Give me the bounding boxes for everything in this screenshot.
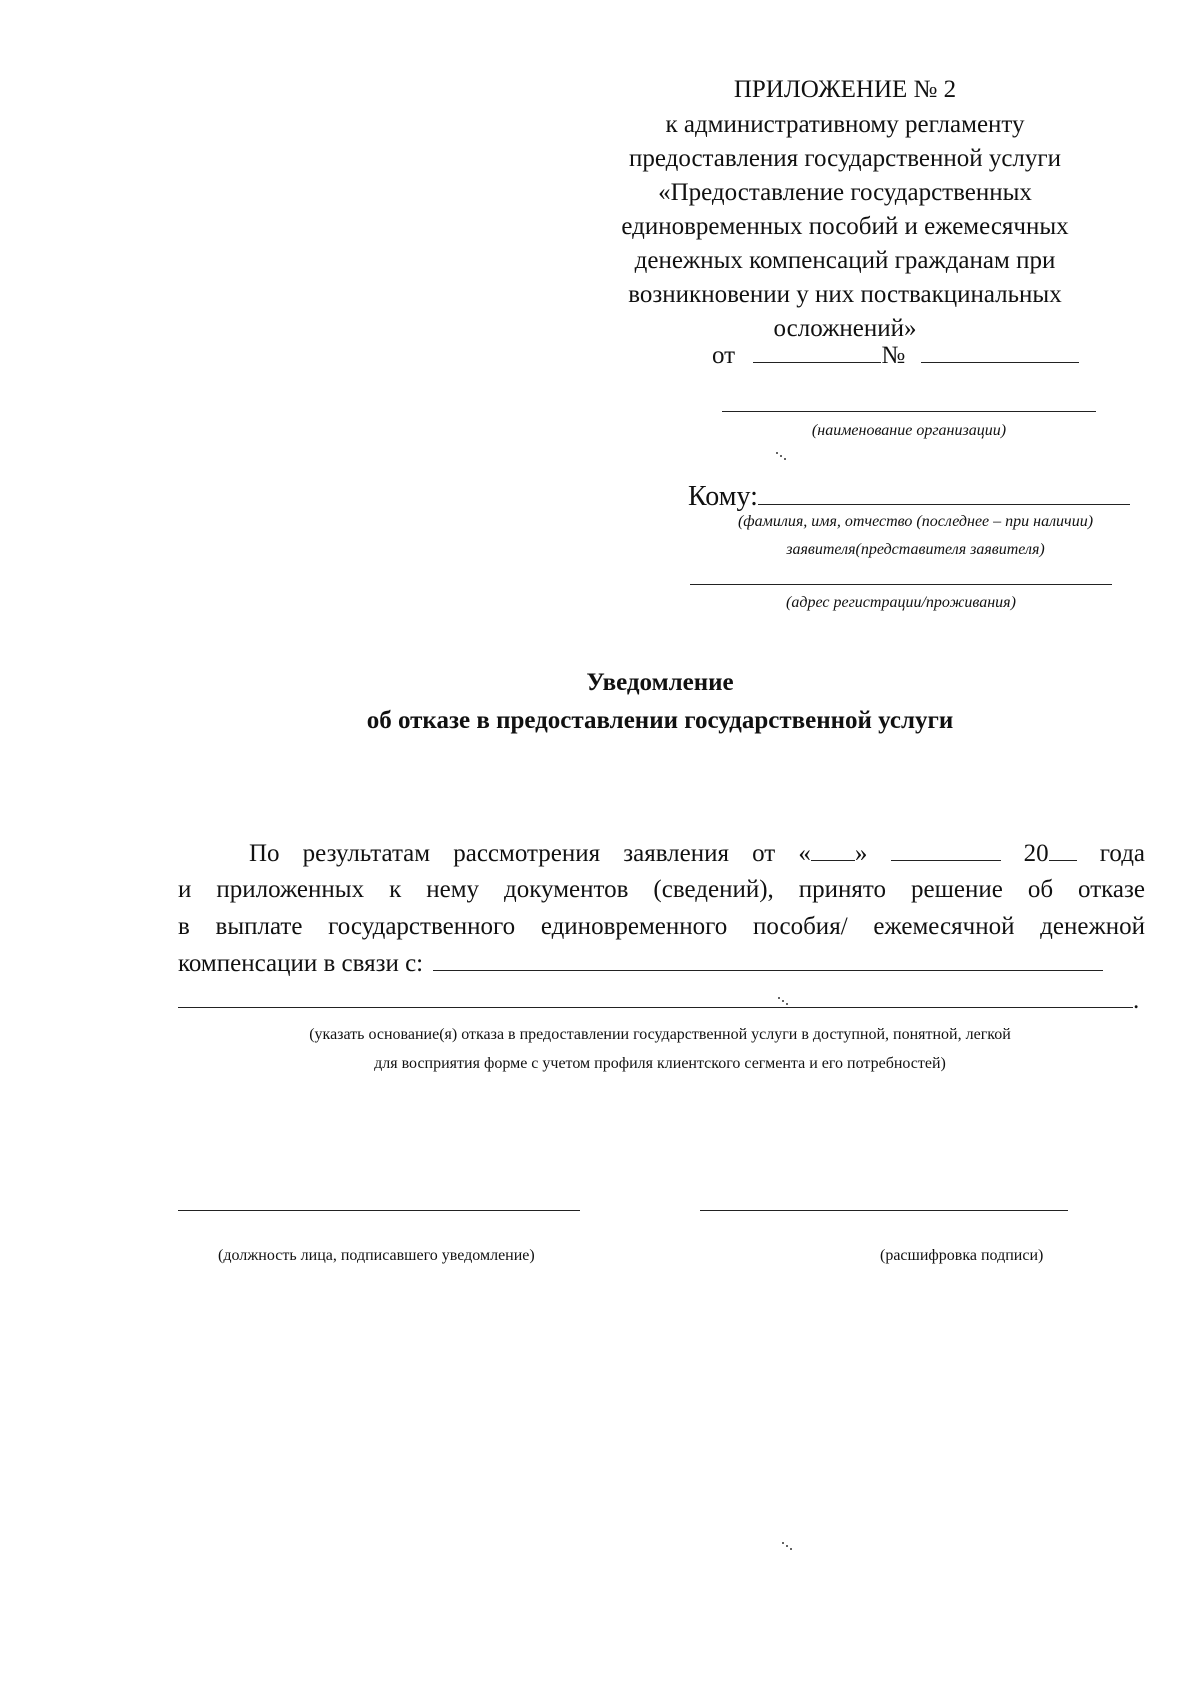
scan-speck bbox=[782, 1542, 792, 1550]
appendix-line-7: возникновении у них поствакцинальных bbox=[628, 281, 1062, 308]
year-word: года bbox=[1099, 840, 1146, 867]
appendix-line-3: предоставления государственной услуги bbox=[628, 145, 1062, 172]
month-field[interactable] bbox=[891, 838, 1001, 861]
recipient-name-note-2: заявителя(представителя заявителя) bbox=[786, 541, 1045, 558]
document-title: Уведомление bbox=[586, 669, 734, 696]
decode-signature-line[interactable] bbox=[700, 1210, 1068, 1211]
quote-close: » bbox=[854, 840, 868, 867]
refusal-reason-field-2[interactable] bbox=[178, 985, 1133, 1008]
appendix-line-5: единовременных пособий и ежемесячных bbox=[621, 213, 1069, 240]
body-line-1 bbox=[249, 838, 1145, 870]
recipient-row bbox=[688, 478, 1130, 513]
final-period: . bbox=[1133, 987, 1140, 1014]
appendix-line-2: к административному регламенту bbox=[665, 111, 1025, 138]
body-line-4 bbox=[178, 948, 1145, 980]
date-field[interactable] bbox=[753, 338, 881, 363]
number-label: № bbox=[881, 342, 906, 369]
document-subtitle: об отказе в предоставлении государственной услуги bbox=[366, 707, 954, 734]
organization-field[interactable] bbox=[722, 411, 1096, 412]
recipient-name-field[interactable] bbox=[758, 478, 1130, 505]
reason-note-2: для восприятия форме с учетом профиля клиентского сегмента и его потребностей) bbox=[374, 1055, 946, 1072]
appendix-title: ПРИЛОЖЕНИЕ № 2 bbox=[733, 76, 957, 103]
position-signature-line[interactable] bbox=[178, 1210, 580, 1211]
number-field[interactable] bbox=[921, 338, 1079, 363]
decode-label: (расшифровка подписи) bbox=[880, 1247, 1044, 1264]
from-label: от bbox=[712, 342, 736, 369]
scan-speck bbox=[778, 997, 788, 1005]
recipient-name-note-1: (фамилия, имя, отчество (последнее – при наличии) bbox=[737, 513, 1094, 530]
reason-note-1: (указать основание(я) отказа в предоставлении государственной услуги в доступной, понятной, легкой bbox=[309, 1026, 1011, 1043]
body-line-4-text: компенсации в связи с: bbox=[178, 950, 424, 977]
appendix-line-4: «Предоставление государственных bbox=[658, 179, 1032, 206]
to-label: Кому: bbox=[688, 481, 758, 512]
position-label: (должность лица, подписавшего уведомление) bbox=[218, 1247, 535, 1264]
appendix-line-8: осложнений» bbox=[773, 315, 917, 342]
appendix-line-6: денежных компенсаций гражданам при bbox=[634, 247, 1056, 274]
body-line-5 bbox=[178, 985, 1145, 1017]
body-line-2: и приложенных к нему документов (сведений), принято решение об отказе bbox=[178, 876, 1145, 903]
year-prefix: 20 bbox=[1023, 840, 1049, 867]
day-field[interactable] bbox=[811, 838, 855, 861]
body-line-1-text: По результатам рассмотрения заявления от « bbox=[249, 840, 811, 867]
address-field[interactable] bbox=[690, 584, 1112, 585]
organization-note: (наименование организации) bbox=[811, 422, 1007, 439]
year-field[interactable] bbox=[1049, 838, 1077, 861]
body-line-3: в выплате государственного единовременного пособия/ ежемесячной денежной bbox=[178, 913, 1145, 940]
refusal-reason-field[interactable] bbox=[433, 948, 1103, 971]
scan-speck bbox=[776, 452, 786, 460]
date-number-row bbox=[712, 338, 1079, 371]
address-note: (адрес регистрации/проживания) bbox=[786, 594, 1016, 611]
